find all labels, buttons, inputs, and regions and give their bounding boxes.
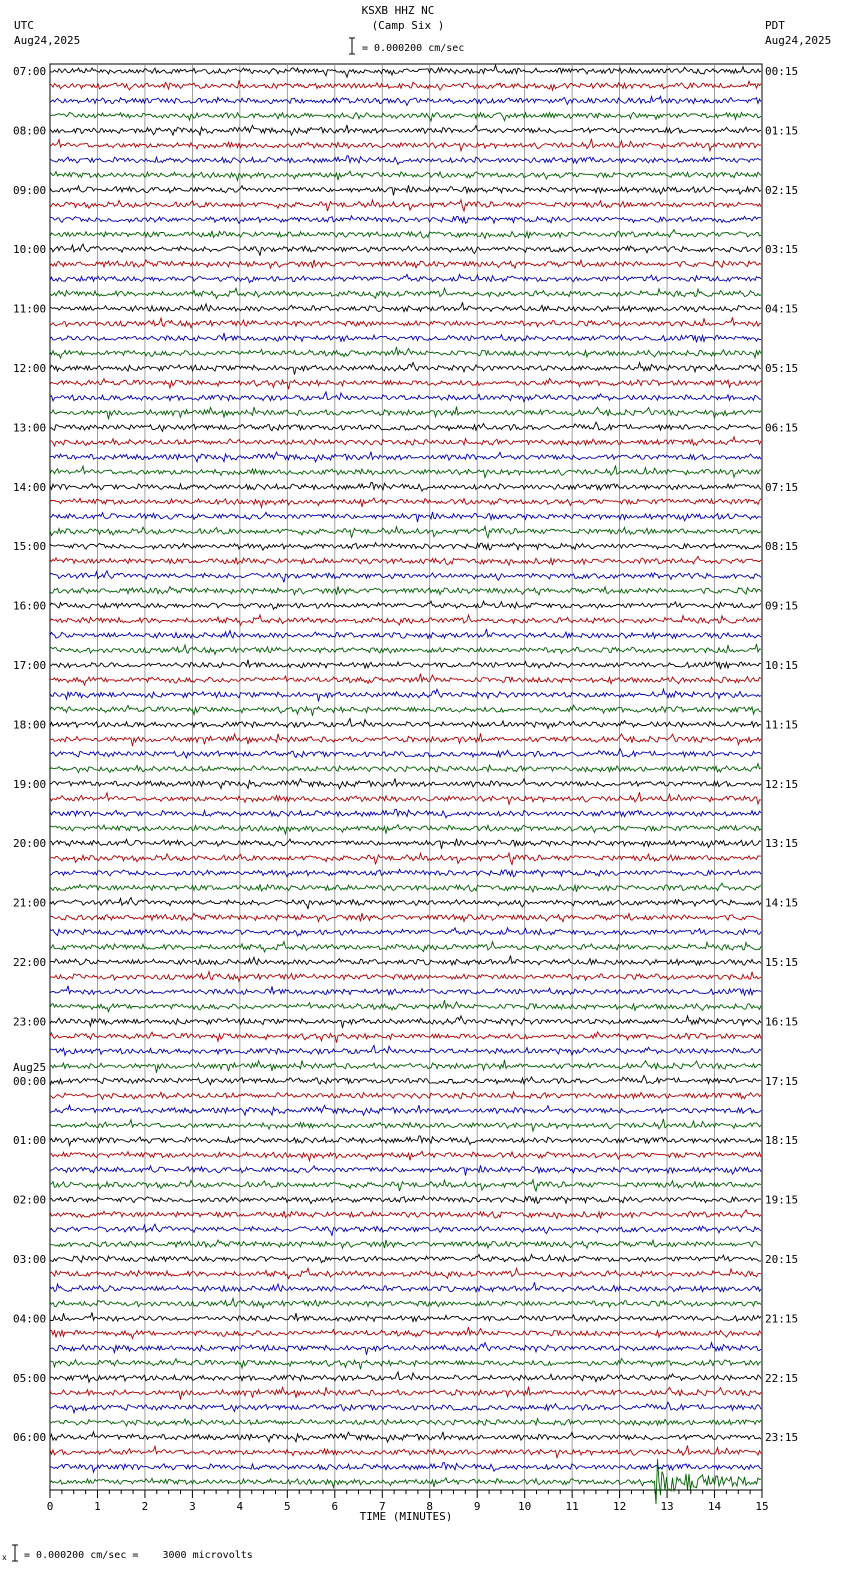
seismic-trace [50,526,761,537]
utc-hour-label: 14:00 [13,480,47,494]
x-tick-label: 6 [331,1500,339,1513]
seismic-trace [50,719,761,729]
seismic-trace [50,1119,761,1131]
seismic-trace [50,1224,761,1236]
seismic-trace [50,792,761,804]
pdt-hour-label: 07:15 [765,480,799,494]
pdt-hour-label: 01:15 [765,124,799,138]
seismic-trace [50,749,761,758]
x-tick-label: 1 [94,1500,101,1513]
seismic-trace [50,317,761,327]
seismic-trace [50,1372,761,1382]
seismic-trace [50,1282,761,1291]
seismic-trace [50,65,761,77]
pdt-hour-label: 11:15 [765,718,799,732]
pdt-hour-label: 06:15 [765,421,799,435]
seismic-trace [50,96,761,105]
pdt-hour-label: 16:15 [765,1015,799,1029]
seismic-trace [50,1387,761,1400]
seismic-trace [50,1136,761,1146]
utc-hour-label: 19:00 [13,777,47,791]
pdt-hour-label: 04:15 [765,302,799,316]
utc-hour-label: 08:00 [13,124,47,138]
utc-hour-label: 09:00 [13,183,47,197]
footer-scale-note: = 0.000200 cm/sec = 3000 microvolts [24,1550,253,1561]
seismic-trace [50,1298,761,1308]
pdt-date: Aug24,2025 [765,34,832,47]
seismic-trace [50,452,761,462]
pdt-hour-label: 05:15 [765,362,799,375]
scale-label: = 0.000200 cm/sec [362,43,465,54]
seismic-trace [50,1016,761,1028]
utc-date: Aug24,2025 [14,34,81,47]
x-tick-label: 10 [518,1500,532,1513]
x-tick-label: 3 [189,1500,196,1513]
utc-hour-label: 12:00 [13,362,47,375]
pdt-hour-label: 18:15 [765,1134,799,1148]
seismic-trace [50,437,761,446]
utc-hour-label: 20:00 [13,837,47,851]
seismic-trace [50,883,761,892]
utc-hour-label: 23:00 [13,1015,47,1029]
x-tick-label: 15 [755,1500,769,1513]
seismic-trace [50,1151,761,1160]
seismic-trace [50,1000,761,1011]
seismic-trace [50,615,761,625]
station-location: (Camp Six ) [371,19,445,32]
seismic-trace [50,1092,761,1099]
x-tick-label: 12 [612,1500,627,1513]
seismic-trace [50,483,761,492]
utc-hour-label: 22:00 [13,956,47,969]
seismic-trace [50,1343,761,1355]
utc-hour-label: 18:00 [13,718,47,732]
x-tick-label: 14 [707,1500,722,1513]
seismic-trace [50,825,761,834]
pdt-hour-label: 20:15 [765,1253,799,1266]
x-tick-label: 8 [426,1500,434,1513]
seismic-trace [50,898,761,910]
seismic-trace [50,407,761,420]
pdt-hour-label: 03:15 [765,243,799,257]
seismic-trace [50,928,761,936]
seismic-trace [50,363,761,375]
seismic-trace [50,644,761,654]
seismic-trace [50,156,761,165]
seismic-trace [50,125,761,135]
seismic-trace [50,216,761,224]
x-tick-label: 0 [46,1500,54,1513]
utc-label: UTC [14,19,34,32]
x-tick-label: 11 [565,1500,579,1513]
seismic-trace [50,1327,761,1338]
seismic-trace [50,1240,761,1249]
seismic-trace [50,244,761,256]
seismic-trace [50,288,761,298]
seismic-trace [50,764,761,773]
pdt-hour-label: 21:15 [765,1312,799,1326]
pdt-hour-label: 02:15 [765,183,799,197]
utc-hour-label: 04:00 [13,1312,47,1326]
seismic-trace [50,1076,761,1087]
seismic-trace [50,1045,761,1055]
x-tick-label: 9 [473,1500,481,1513]
seismic-trace [50,1060,761,1073]
seismic-trace [50,302,761,312]
seismic-trace [50,347,761,358]
pdt-hour-label: 00:15 [765,65,799,78]
seismic-trace [50,1255,761,1263]
seismic-trace [50,601,761,609]
pdt-hour-label: 19:15 [765,1193,799,1207]
seismic-trace [50,185,761,195]
seismic-trace [50,274,761,282]
seismic-trace [50,809,761,818]
seismic-trace [50,512,761,522]
seismic-trace [50,689,761,701]
seismic-trace [50,1180,761,1191]
pdt-hour-label: 14:15 [765,896,799,910]
seismic-trace [50,392,761,402]
seismic-trace [50,1463,761,1473]
seismic-trace [50,586,761,595]
utc-hour-label: 02:00 [13,1193,47,1207]
seismic-trace [50,1196,761,1204]
seismic-trace [50,629,761,639]
seismic-trace [50,260,761,269]
utc-hour-label: 00:00 [13,1074,47,1088]
pdt-hour-label: 23:15 [765,1431,799,1445]
seismic-trace [50,1165,761,1175]
utc-hour-label: 15:00 [13,540,47,554]
seismic-trace [50,660,761,669]
seismic-trace [50,81,761,91]
seismic-trace [50,1268,761,1278]
utc-hour-label: 03:00 [13,1253,47,1266]
x-tick-label: 7 [378,1500,386,1513]
seismic-trace [50,1359,761,1370]
seismic-trace [50,200,761,211]
utc-date-change-label: Aug25 [13,1060,47,1074]
seismic-trace [50,171,761,180]
x-tick-label: 2 [141,1500,149,1513]
x-tick-label: 4 [236,1500,244,1513]
utc-hour-label: 13:00 [13,421,47,435]
seismic-trace [50,1210,761,1219]
seismic-trace [50,1312,761,1321]
utc-hour-label: 01:00 [13,1134,47,1148]
seismic-trace [50,674,761,685]
utc-hour-label: 11:00 [13,302,47,316]
pdt-hour-label: 08:15 [765,540,799,554]
seismic-trace [50,869,761,877]
seismic-trace [50,1446,761,1458]
station-title: KSXB HHZ NC [361,4,435,17]
pdt-hour-label: 09:15 [765,599,799,613]
x-tick-label: 13 [660,1500,674,1513]
seismic-trace [50,942,761,952]
pdt-hour-label: 10:15 [765,659,799,672]
seismic-trace [50,498,761,507]
x-axis-label: TIME (MINUTES) [359,1510,453,1523]
seismic-trace [50,853,761,864]
footer-mark: x [2,1553,7,1562]
seismic-trace [50,230,761,239]
seismic-trace [50,913,761,922]
seismic-trace [50,956,761,966]
seismic-trace [50,422,761,431]
seismic-trace [50,986,761,996]
pdt-hour-label: 17:15 [765,1074,799,1088]
utc-hour-label: 10:00 [13,243,47,257]
pdt-hour-label: 15:15 [765,956,799,969]
seismic-trace [50,379,761,390]
pdt-hour-label: 22:15 [765,1371,799,1385]
seismic-trace [50,1105,761,1115]
seismic-trace [50,1032,761,1043]
pdt-hour-label: 12:15 [765,777,799,791]
utc-hour-label: 05:00 [13,1371,47,1385]
utc-hour-label: 21:00 [13,896,47,910]
utc-hour-label: 06:00 [13,1431,47,1445]
x-tick-label: 5 [284,1500,291,1513]
seismic-trace [50,778,761,788]
seismic-trace [50,139,761,151]
pdt-label: PDT [765,19,785,32]
pdt-hour-label: 13:15 [765,837,799,851]
seismic-trace [50,466,761,478]
seismic-trace [50,543,761,551]
seismic-trace [50,1432,761,1442]
seismic-trace [50,1402,761,1413]
seismic-trace [50,839,761,849]
seismic-trace [50,556,761,565]
seismic-trace [50,1419,761,1426]
utc-hour-label: 07:00 [13,65,47,78]
seismic-trace [50,705,761,716]
seismic-trace [50,972,761,982]
seismic-trace [50,333,761,342]
seismic-trace [50,571,761,583]
utc-hour-label: 17:00 [13,659,47,672]
utc-hour-label: 16:00 [13,599,47,613]
seismic-trace [50,112,761,121]
seismic-trace [50,733,761,746]
